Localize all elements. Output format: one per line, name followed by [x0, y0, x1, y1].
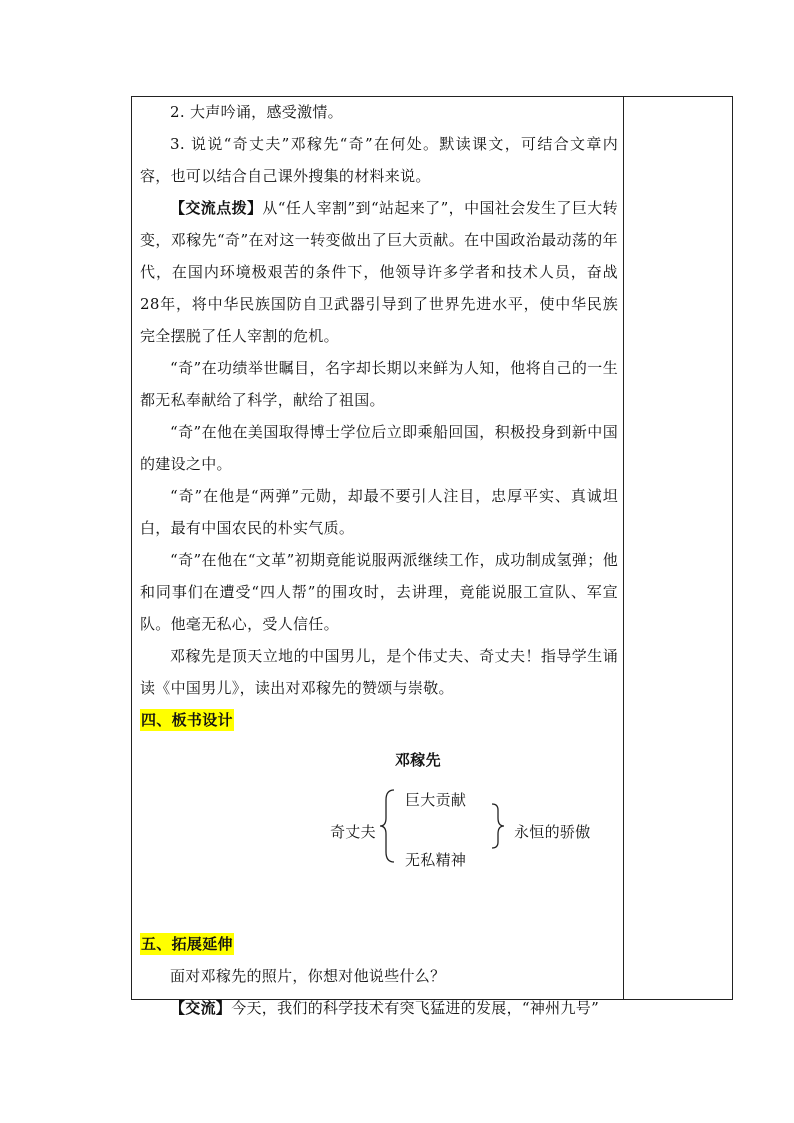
- discussion-label: 【交流点拨】: [170, 199, 263, 217]
- section-4-heading: 四、板书设计: [141, 711, 233, 729]
- qi-point-4: “奇”在他在“文革”初期竟能说服两派继续工作，成功制成氢弹；他和同事们在遭受“四人帮”的围攻时，去讲理，竟能说服工宣队、军宣队。他毫无私心，受人信任。: [140, 551, 618, 633]
- discussion-point: [140, 192, 618, 352]
- right-brace-icon: [488, 788, 508, 864]
- step-2: 2. 大声吟诵，感受激情。: [170, 103, 343, 121]
- board-left-text: 奇丈夫: [330, 823, 376, 841]
- step-3: 3. 说说“奇丈夫”邓稼先“奇”在何处。默读课文，可结合文章内容，也可以结合自己课外搜集的材料来说。: [140, 135, 618, 185]
- board-top-text: 巨大贡献: [405, 791, 467, 809]
- summary: 邓稼先是顶天立地的中国男儿，是个伟丈夫、奇丈夫！指导学生诵读《中国男儿》，读出对邓稼先的赞颂与崇敬。: [140, 647, 618, 697]
- exchange-text: 今天，我们的科学技术有突飞猛进的发展，“神州九号”: [231, 999, 600, 1017]
- section-5-heading: 五、拓展延伸: [141, 935, 233, 953]
- board-title: 邓稼先: [395, 751, 441, 769]
- blackboard-design: [140, 736, 618, 928]
- left-brace-icon: [378, 788, 398, 864]
- discussion-text: 从“任人宰割”到“站起来了”，中国社会发生了巨大转变，邓稼先“奇”在对这一转变做出了巨大贡献。在中国政治最动荡的年代，在国内环境极艰苦的条件下，他领导许多学者和技术人员，奋战28年，将中华民族国防自卫武器引导到了世界先进水平，使中华民族完全摆脱了任人宰割的危机。: [140, 199, 618, 345]
- board-right-text: 永恒的骄傲: [514, 823, 591, 841]
- board-bottom-text: 无私精神: [405, 851, 467, 869]
- qi-point-3: “奇”在他是“两弹”元勋，却最不要引人注目，忠厚平实、真诚坦白，最有中国农民的朴实气质。: [140, 487, 618, 537]
- table-column-divider: [623, 96, 624, 1000]
- extension-question: 面对邓稼先的照片，你想对他说些什么？: [170, 967, 446, 985]
- exchange-label: 【交流】: [170, 999, 232, 1017]
- qi-point-1: “奇”在功绩举世瞩目，名字却长期以来鲜为人知，他将自己的一生都无私奉献给了科学，献给了祖国。: [140, 359, 618, 409]
- lesson-content: [140, 96, 618, 1024]
- qi-point-2: “奇”在他在美国取得博士学位后立即乘船回国，积极投身到新中国的建设之中。: [140, 423, 618, 473]
- extension-exchange: [140, 992, 618, 1024]
